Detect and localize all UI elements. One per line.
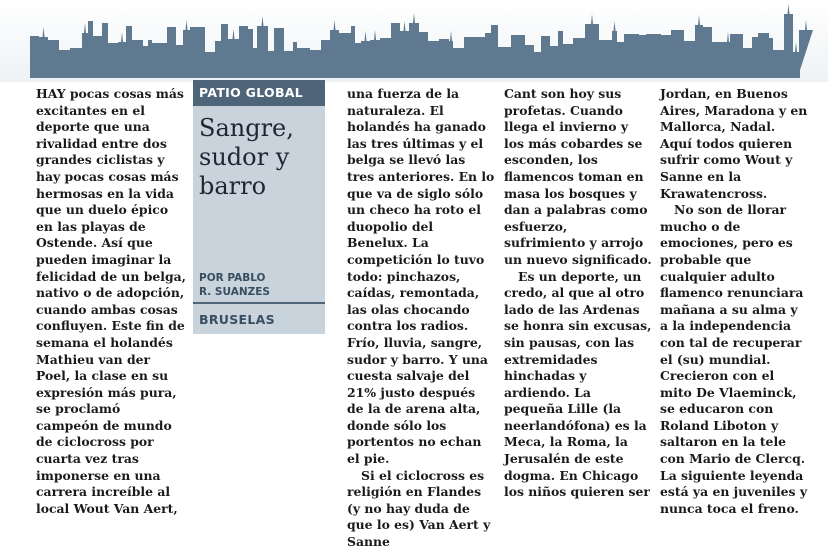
byline: [199, 271, 270, 299]
city-skyline-banner: [0, 0, 828, 82]
byline-line-1: POR PABLO: [199, 272, 266, 284]
article-paragraph: una fuerza de la naturaleza. El holandés ha ganado las tres últimas y el belga se llevó las tres anteriores. En lo que va de siglo sólo un checo ha roto el duopolio del Benelux. La competición lo tuvo todo: pinchazos, caídas, remontada, las olas chocando contra los radios. Frío, lluvia, sangre, sudor y barro. Y una cuesta salvaje del 21% justo después de la de arena alta, donde sólo los portentos no echan el pie.: [347, 86, 495, 467]
dateline-city: BRUSELAS: [199, 312, 275, 327]
byline-line-2: R. SUANZES: [199, 286, 270, 298]
headline: Sangre, sudor y barro: [199, 114, 294, 200]
article-paragraph: Cant son hoy sus profetas. Cuando llega el invierno y los más cobardes se esconden, los flamencos toman en masa los bosques y dan a palabras como esfuerzo, sufrimiento y arrojo un nuevo significado.: [504, 86, 652, 267]
article-paragraph: Si el ciclocross es religión en Flandes (y no hay duda de que lo es) Van Aert y Sanne: [347, 467, 491, 550]
headline-box: [193, 80, 325, 334]
article-column-3: [347, 86, 495, 551]
box-divider: [193, 302, 325, 304]
article-paragraph: No son de llorar mucho o de emociones, pero es probable que cualquier adulto flamenco renunciara mañana a su alma y a la independencia con tal de recuperar el (su) mundial. Crecieron con el mito De Vlaeminck, se educaron con Roland Liboton y saltaron en la tele con Mario de Clercq. La siguiente leyenda está ya en juveniles y nunca toca el freno.: [660, 202, 808, 516]
article-paragraph: Jordan, en Buenos Aires, Maradona y en Mallorca, Nadal. Aquí todos quieren sufrir como Wout y Sanne en la Krawatencross.: [660, 86, 808, 201]
section-label: PATIO GLOBAL: [193, 80, 325, 106]
article-column-1: [36, 86, 186, 517]
article-column-5: [660, 86, 808, 517]
article-paragraph: Es un deporte, un credo, al que al otro lado de las Ardenas se honra sin excusas, sin pausas, con las extremidades hinchadas y ardiendo. La pequeña Lille (la neerlandófona) es la Meca, la Roma, la Jerusalén de este dogma. En Chicago los niños quieren ser: [504, 268, 652, 500]
article-paragraph: HAY pocas cosas más excitantes en el deporte que una rivalidad entre dos grandes ciclistas y hay pocas cosas más hermosas en la vida que un duelo épico en las playas de Ostende. Así que pueden imaginar la felicidad de un belga, nativo o de adopción, cuando ambas cosas confluyen. Este fin de semana el holandés Mathieu van der Poel, la clase en su expresión más pura, se proclamó campeón de mundo de ciclocross por cuarta vez tras imponerse en una carrera increíble al local Wout Van Aert,: [36, 86, 187, 516]
article-column-4: [504, 86, 652, 501]
